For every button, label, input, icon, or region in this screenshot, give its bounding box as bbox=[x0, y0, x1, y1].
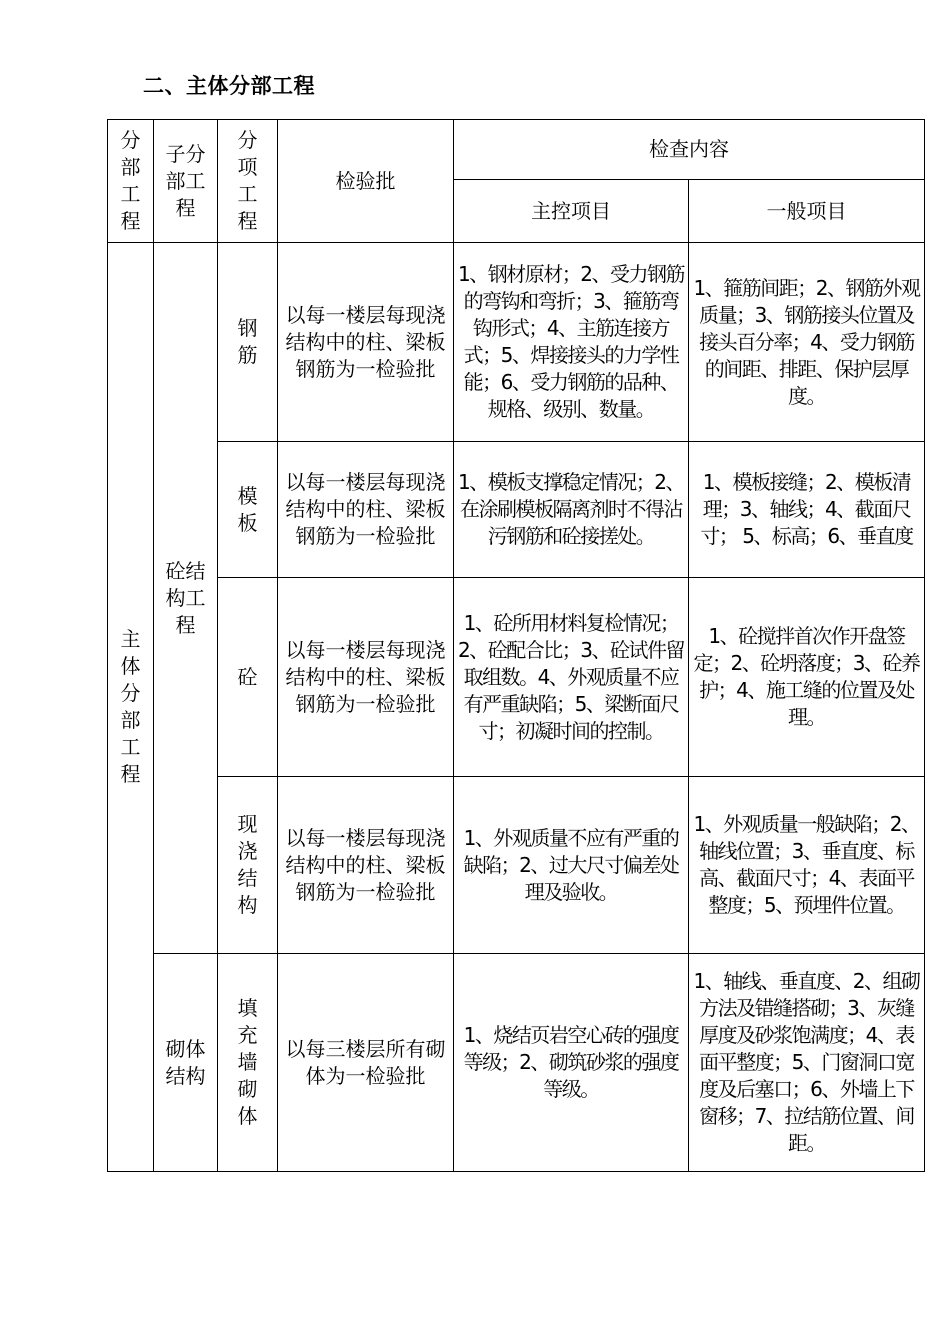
header-subdivision: 子分部工程 bbox=[154, 120, 218, 243]
header-batch: 检验批 bbox=[278, 120, 454, 243]
table-row bbox=[108, 777, 925, 954]
main-control-cell: 1、模板支撑稳定情况；2、在涂刷模板隔离剂时不得沾污钢筋和砼接搓处。 bbox=[454, 442, 689, 578]
header-main-control: 主控项目 bbox=[454, 180, 689, 243]
item-cell: 钢筋 bbox=[218, 243, 278, 442]
general-cell: 1、箍筋间距；2、钢筋外观质量；3、钢筋接头位置及接头百分率；4、受力钢筋的间距、排距、保护层厚度。 bbox=[689, 243, 925, 442]
subdivision-cell: 砼结构工程 bbox=[154, 243, 218, 954]
section-heading: 二、主体分部工程 bbox=[143, 74, 315, 98]
division-cell: 主体分部工程 bbox=[108, 243, 154, 1172]
table-row bbox=[108, 578, 925, 777]
main-control-cell: 1、烧结页岩空心砖的强度等级；2、砌筑砂浆的强度等级。 bbox=[454, 954, 689, 1172]
general-cell: 1、模板接缝；2、模板清理；3、轴线；4、截面尺寸； 5、标高；6、垂直度 bbox=[689, 442, 925, 578]
item-cell: 模板 bbox=[218, 442, 278, 578]
table-row bbox=[108, 954, 925, 1172]
header-item: 分项工程 bbox=[218, 120, 278, 243]
item-cell: 砼 bbox=[218, 578, 278, 777]
batch-cell: 以每一楼层每现浇结构中的柱、梁板钢筋为一检验批 bbox=[278, 243, 454, 442]
main-control-cell: 1、砼所用材料复检情况；2、砼配合比；3、砼试件留取组数。4、外观质量不应有严重缺陷；5、梁断面尺寸；初凝时间的控制。 bbox=[454, 578, 689, 777]
item-cell: 现浇结构 bbox=[218, 777, 278, 954]
batch-cell: 以每一楼层每现浇结构中的柱、梁板钢筋为一检验批 bbox=[278, 777, 454, 954]
table-row bbox=[108, 442, 925, 578]
general-cell: 1、外观质量一般缺陷；2、轴线位置；3、垂直度、标高、截面尺寸；4、表面平整度；5、预埋件位置。 bbox=[689, 777, 925, 954]
subdivision-cell: 砌体结构 bbox=[154, 954, 218, 1172]
general-cell: 1、砼搅拌首次作开盘签定；2、砼坍落度；3、砼养护；4、施工缝的位置及处理。 bbox=[689, 578, 925, 777]
header-general: 一般项目 bbox=[689, 180, 925, 243]
header-content: 检查内容 bbox=[454, 120, 925, 180]
header-division: 分部工程 bbox=[108, 120, 154, 243]
inspection-table bbox=[107, 119, 925, 1172]
item-cell: 填充墙砌体 bbox=[218, 954, 278, 1172]
batch-cell: 以每一楼层每现浇结构中的柱、梁板钢筋为一检验批 bbox=[278, 578, 454, 777]
main-control-cell: 1、钢材原材；2、受力钢筋的弯钩和弯折；3、箍筋弯钩形式；4、主筋连接方式；5、焊接接头的力学性能；6、受力钢筋的品种、规格、级别、数量。 bbox=[454, 243, 689, 442]
table-row bbox=[108, 243, 925, 442]
general-cell: 1、轴线、垂直度、2、组砌方法及错缝搭砌；3、灰缝厚度及砂浆饱满度；4、表面平整度；5、门窗洞口宽度及后塞口；6、外墙上下窗移；7、拉结筋位置、间距。 bbox=[689, 954, 925, 1172]
batch-cell: 以每三楼层所有砌体为一检验批 bbox=[278, 954, 454, 1172]
header-row-1 bbox=[108, 120, 925, 180]
batch-cell: 以每一楼层每现浇结构中的柱、梁板钢筋为一检验批 bbox=[278, 442, 454, 578]
main-control-cell: 1、外观质量不应有严重的缺陷；2、过大尺寸偏差处理及验收。 bbox=[454, 777, 689, 954]
